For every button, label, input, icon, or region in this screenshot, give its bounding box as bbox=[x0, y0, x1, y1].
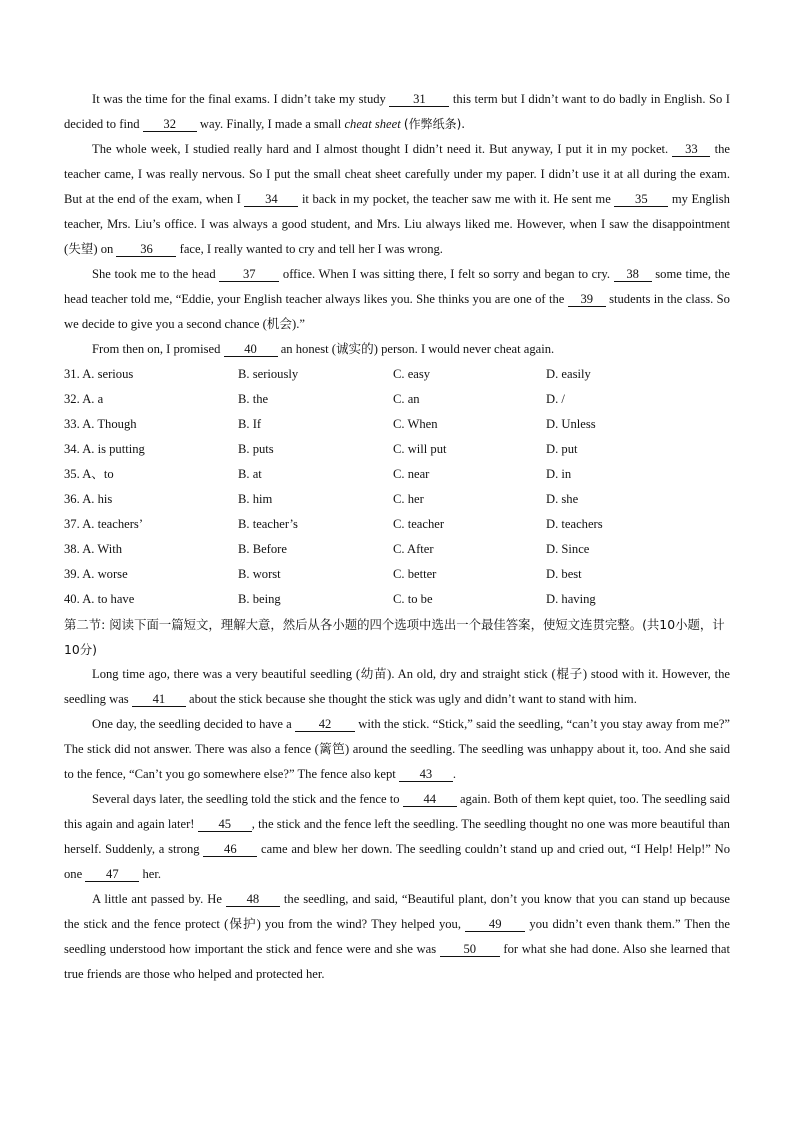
exam-page bbox=[64, 87, 730, 987]
passage1-paragraph-2 bbox=[64, 137, 730, 262]
option-d[interactable]: D. easily bbox=[546, 367, 591, 381]
text: A little ant passed by. He bbox=[92, 892, 222, 906]
passage2-paragraph-4 bbox=[64, 887, 730, 987]
option-c[interactable]: C. will put bbox=[393, 442, 447, 456]
blank-32: 32 bbox=[143, 118, 197, 132]
text: From then on, I promised bbox=[92, 342, 221, 356]
option-b[interactable]: B. being bbox=[238, 592, 281, 606]
blank-41: 41 bbox=[132, 693, 186, 707]
option-a[interactable]: 35. A、to bbox=[64, 467, 114, 481]
option-row-37 bbox=[64, 512, 730, 537]
blank-33: 33 bbox=[672, 143, 710, 157]
blank-47: 47 bbox=[85, 868, 139, 882]
blank-40: 40 bbox=[224, 343, 278, 357]
option-d[interactable]: D. she bbox=[546, 492, 579, 506]
option-row-35 bbox=[64, 462, 730, 487]
option-row-38 bbox=[64, 537, 730, 562]
option-a[interactable]: 31. A. serious bbox=[64, 367, 134, 381]
text: way. Finally, I made a small bbox=[199, 117, 342, 131]
text: came and blew her down. The seedling couldn’t stand up and cried out, “I Help! Help!” No one bbox=[64, 842, 731, 881]
text: Long time ago, there was a very beautiful seedling (幼苗). An old, dry and straight stick (棍子) stood with it. However, the seedling was bbox=[64, 667, 730, 706]
text: some time, the head teacher told me, “Eddie, your English teacher always likes you. She thinks you are one of the bbox=[64, 267, 730, 306]
option-b[interactable]: B. Before bbox=[238, 542, 287, 556]
blank-36: 36 bbox=[116, 243, 176, 257]
option-b[interactable]: B. seriously bbox=[238, 367, 299, 381]
text: One day, the seedling decided to have a bbox=[92, 717, 292, 731]
passage1-paragraph-3 bbox=[64, 262, 730, 337]
option-c[interactable]: C. her bbox=[393, 492, 424, 506]
option-b[interactable]: B. teacher’s bbox=[238, 517, 298, 531]
text: Several days later, the seedling told the stick and the fence to bbox=[92, 792, 400, 806]
passage1-paragraph-1 bbox=[64, 87, 730, 137]
blank-44: 44 bbox=[403, 793, 457, 807]
passage1-paragraph-4 bbox=[64, 337, 730, 362]
option-a[interactable]: 38. A. With bbox=[64, 542, 123, 556]
option-row-33 bbox=[64, 412, 730, 437]
blank-34: 34 bbox=[244, 193, 298, 207]
blank-46: 46 bbox=[203, 843, 257, 857]
option-d[interactable]: D. / bbox=[546, 392, 565, 406]
text: for what she had done. Also she learned that true friends are those who helped and protected her. bbox=[64, 942, 731, 981]
answer-options bbox=[64, 362, 730, 612]
passage2-paragraph-3 bbox=[64, 787, 730, 887]
option-d[interactable]: D. put bbox=[546, 442, 578, 456]
blank-37: 37 bbox=[219, 268, 279, 282]
option-a[interactable]: 32. A. a bbox=[64, 392, 104, 406]
option-c[interactable]: C. teacher bbox=[393, 517, 445, 531]
text: The whole week, I studied really hard and I almost thought I didn’t need it. But anyway, I put it in my pocket. bbox=[92, 142, 669, 156]
option-c[interactable]: C. When bbox=[393, 417, 438, 431]
option-c[interactable]: C. better bbox=[393, 567, 437, 581]
text: the teacher came, I was really nervous. So I put the small cheat sheet carefully under my paper. I didn’t use it at all during the exam. But at the end of the exam, when I bbox=[64, 142, 731, 206]
text: , the stick and the fence left the seedling. The seedling thought no one was more beautiful than herself. Suddenly, a strong bbox=[64, 817, 730, 856]
option-c[interactable]: C. an bbox=[393, 392, 420, 406]
passage2-paragraph-2 bbox=[64, 712, 730, 787]
passage2-paragraph-1 bbox=[64, 662, 730, 712]
option-row-34 bbox=[64, 437, 730, 462]
blank-49: 49 bbox=[465, 918, 525, 932]
blank-48: 48 bbox=[226, 893, 280, 907]
blank-38: 38 bbox=[614, 268, 652, 282]
cheat-sheet-term: cheat sheet bbox=[344, 117, 401, 131]
text: It was the time for the final exams. I didn’t take my study bbox=[92, 92, 386, 106]
option-b[interactable]: B. If bbox=[238, 417, 262, 431]
option-row-36 bbox=[64, 487, 730, 512]
text: (作弊纸条). bbox=[403, 117, 466, 131]
option-b[interactable]: B. him bbox=[238, 492, 273, 506]
option-d[interactable]: D. in bbox=[546, 467, 572, 481]
text: with the stick. “Stick,” said the seedling, “can’t you stay away from me?” The stick did not answer. There was also a fence (篱笆) around the seedling. The seedling was unhappy about it, too. And she said to the fence, “Can’t you go somewhere else?” The fence also kept bbox=[64, 717, 730, 781]
option-d[interactable]: D. best bbox=[546, 567, 582, 581]
option-b[interactable]: B. at bbox=[238, 467, 262, 481]
blank-45: 45 bbox=[198, 818, 252, 832]
option-b[interactable]: B. worst bbox=[238, 567, 281, 581]
text: an honest (诚实的) person. I would never cheat again. bbox=[280, 342, 555, 356]
option-b[interactable]: B. puts bbox=[238, 442, 274, 456]
option-b[interactable]: B. the bbox=[238, 392, 269, 406]
text: it back in my pocket, the teacher saw me with it. He sent me bbox=[301, 192, 611, 206]
blank-31: 31 bbox=[389, 93, 449, 107]
option-row-40 bbox=[64, 587, 730, 612]
text: the seedling, and said, “Beautiful plant, don’t you know that you can stand up because the stick and the fence protect (保护) you from the wind? They helped you, bbox=[64, 892, 730, 931]
text: office. When I was sitting there, I felt so sorry and began to cry. bbox=[282, 267, 611, 281]
text: again. Both of them kept quiet, too. The seedling said this again and again later! bbox=[64, 792, 730, 831]
option-a[interactable]: 40. A. to have bbox=[64, 592, 135, 606]
option-row-39 bbox=[64, 562, 730, 587]
text: face, I really wanted to cry and tell her I was wrong. bbox=[179, 242, 443, 256]
option-a[interactable]: 34. A. is putting bbox=[64, 442, 145, 456]
text: her. bbox=[142, 867, 162, 881]
text: my English teacher, Mrs. Liu’s office. I was always a good student, and Mrs. Liu always liked me. However, when I saw the disappointment (失望) on bbox=[64, 192, 730, 256]
blank-39: 39 bbox=[568, 293, 606, 307]
blank-50: 50 bbox=[440, 943, 500, 957]
option-row-31 bbox=[64, 362, 730, 387]
option-d[interactable]: D. Since bbox=[546, 542, 590, 556]
text: this term but I didn’t want to do badly in English. So I decided to find bbox=[64, 92, 730, 131]
option-row-32 bbox=[64, 387, 730, 412]
option-c[interactable]: C. easy bbox=[393, 367, 431, 381]
option-a[interactable]: 33. A. Though bbox=[64, 417, 137, 431]
text: She took me to the head bbox=[92, 267, 216, 281]
option-c[interactable]: C. near bbox=[393, 467, 430, 481]
option-d[interactable]: D. Unless bbox=[546, 417, 596, 431]
option-d[interactable]: D. having bbox=[546, 592, 596, 606]
section-2-title: 第二节: 阅读下面一篇短文，理解大意，然后从各小题的四个选项中选出一个最佳答案，使短文连贯完整。(共10小题，计10分) bbox=[64, 617, 725, 657]
option-a[interactable]: 37. A. teachers’ bbox=[64, 517, 144, 531]
option-a[interactable]: 39. A. worse bbox=[64, 567, 128, 581]
option-c[interactable]: C. After bbox=[393, 542, 434, 556]
blank-35: 35 bbox=[614, 193, 668, 207]
blank-43: 43 bbox=[399, 768, 453, 782]
option-a[interactable]: 36. A. his bbox=[64, 492, 113, 506]
text: about the stick because she thought the stick was ugly and didn’t want to stand with him. bbox=[189, 692, 637, 706]
blank-42: 42 bbox=[295, 718, 355, 732]
text: . bbox=[452, 767, 457, 781]
text: students in the class. So we decide to give you a second chance (机会).” bbox=[64, 292, 730, 331]
text: you didn’t even thank them.” Then the seedling understood how important the stick and fence were and she was bbox=[64, 917, 731, 956]
option-d[interactable]: D. teachers bbox=[546, 517, 603, 531]
option-c[interactable]: C. to be bbox=[393, 592, 433, 606]
